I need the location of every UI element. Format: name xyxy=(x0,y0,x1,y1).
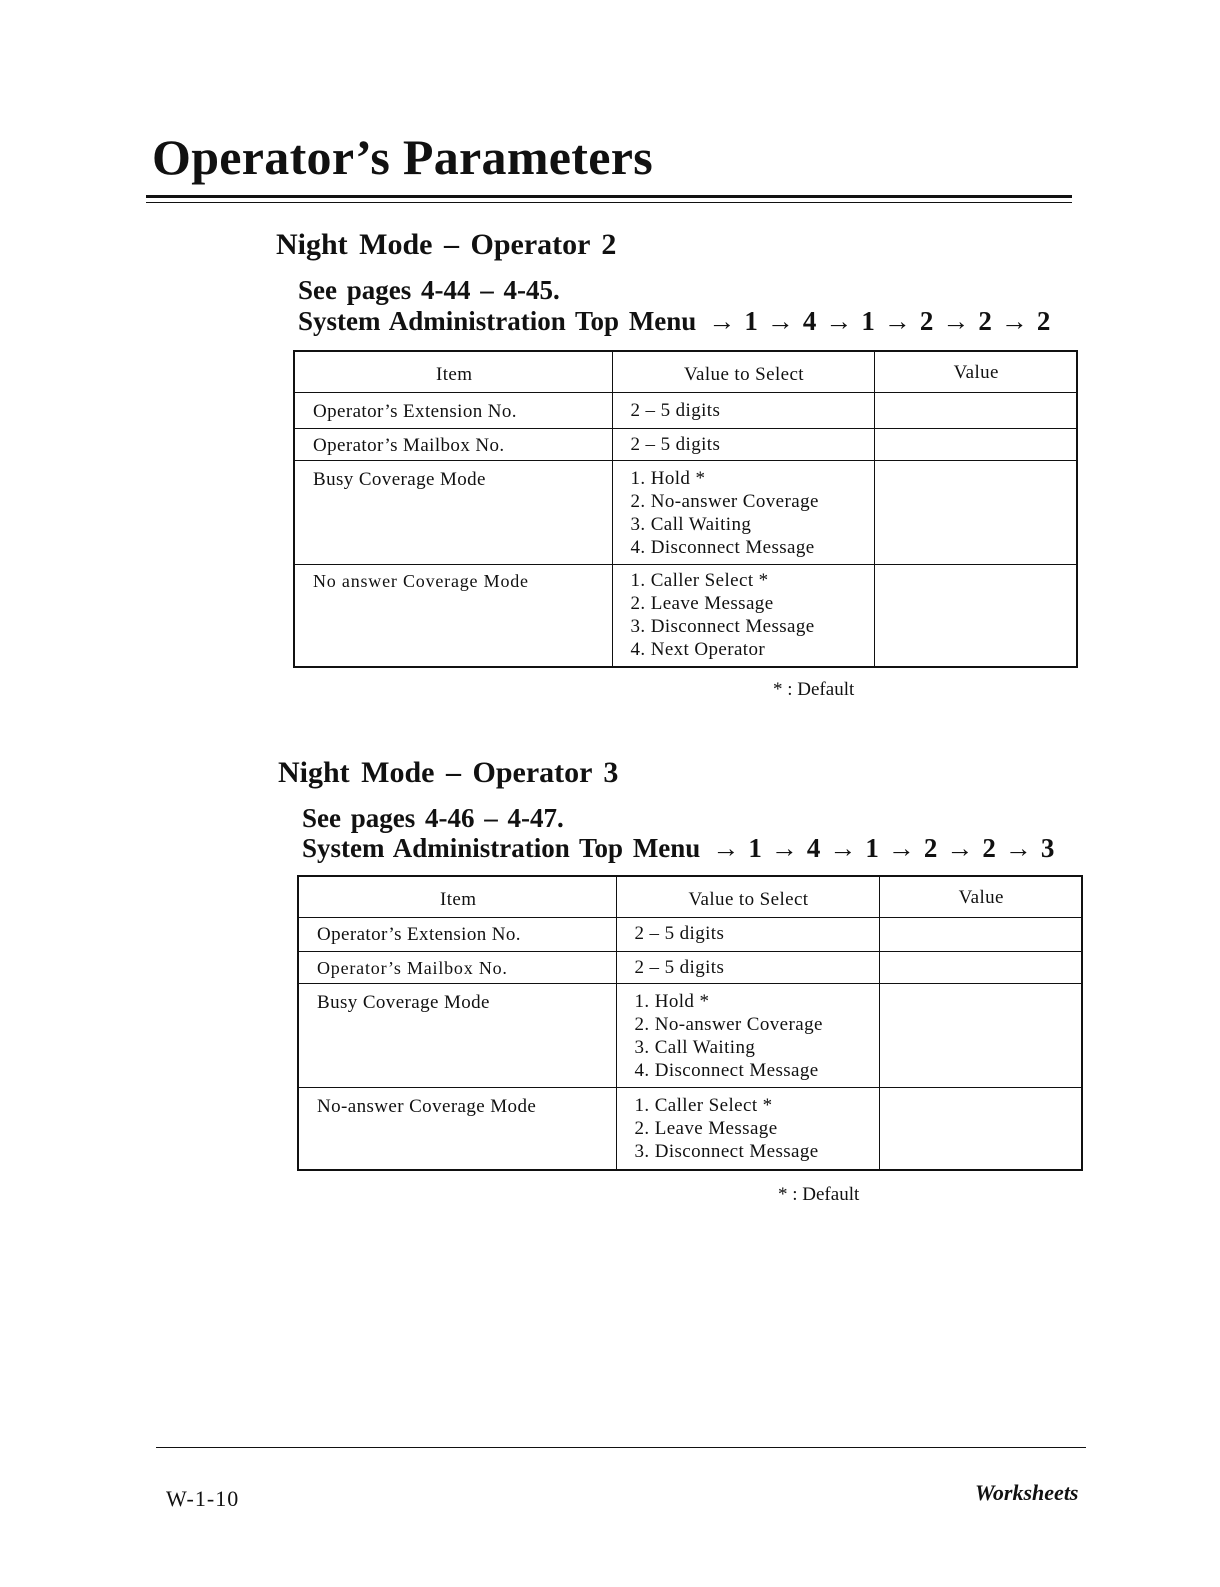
menu-path-step: 2 xyxy=(982,833,996,863)
value-cell[interactable] xyxy=(874,429,1077,461)
options-cell xyxy=(612,565,874,667)
option: 2. Leave Message xyxy=(630,593,774,614)
option: 2 – 5 digits xyxy=(630,400,721,421)
title-rule-thin xyxy=(146,202,1072,203)
option: 4. Disconnect Message xyxy=(630,537,815,558)
table-row xyxy=(294,565,1077,667)
option: 4. Disconnect Message xyxy=(634,1060,819,1081)
option: 2. No-answer Coverage xyxy=(634,1014,823,1035)
menu-path-step: 3 xyxy=(1040,833,1055,863)
table-row xyxy=(294,461,1077,565)
menu-path-step: 4 xyxy=(802,306,817,336)
item-cell: No-answer Coverage Mode xyxy=(298,1088,616,1170)
value-cell[interactable] xyxy=(874,461,1077,565)
options-cell xyxy=(616,918,879,952)
menu-path: System Administration Top Menu → 1 → 4 → 1 → 2 → 2 → 3 xyxy=(302,833,1055,863)
menu-path-step: 2 xyxy=(978,306,992,336)
option: 1. Caller Select * xyxy=(634,1095,773,1116)
default-note: * : Default xyxy=(773,679,855,700)
option: 3. Call Waiting xyxy=(630,514,752,535)
item-cell: Operator’s Extension No. xyxy=(294,393,612,429)
option: 2. Leave Message xyxy=(634,1118,778,1139)
table-row xyxy=(298,984,1082,1088)
column-header: Value xyxy=(879,876,1082,918)
section-name: Worksheets xyxy=(975,1480,1079,1505)
table-header-row xyxy=(298,876,1082,918)
item-cell: No answer Coverage Mode xyxy=(294,565,612,667)
value-cell[interactable] xyxy=(879,984,1082,1088)
menu-path-step: 1 xyxy=(861,306,875,336)
option: 3. Disconnect Message xyxy=(634,1141,819,1162)
options-cell xyxy=(612,393,874,429)
options-cell xyxy=(612,429,874,461)
worksheet-table xyxy=(293,350,1078,668)
table-row xyxy=(298,1088,1082,1170)
option: 1. Hold * xyxy=(634,991,710,1012)
options-cell xyxy=(616,952,879,984)
default-note: * : Default xyxy=(778,1184,860,1205)
see-pages: See pages 4-46 – 4-47. xyxy=(302,803,564,833)
menu-path-label: System Administration Top Menu xyxy=(302,833,701,863)
item-cell: Busy Coverage Mode xyxy=(298,984,616,1088)
column-header: Value to Select xyxy=(612,351,874,393)
table-header-row xyxy=(294,351,1077,393)
value-cell[interactable] xyxy=(874,393,1077,429)
option: 2 – 5 digits xyxy=(634,957,725,978)
title-rule xyxy=(146,195,1072,198)
value-cell[interactable] xyxy=(874,565,1077,667)
section-heading: Night Mode – Operator 3 xyxy=(278,756,619,789)
menu-path-step: 1 xyxy=(865,833,879,863)
menu-path-step: 1 xyxy=(748,833,762,863)
table-row xyxy=(294,393,1077,429)
option: 2. No-answer Coverage xyxy=(630,491,819,512)
item-cell: Operator’s Mailbox No. xyxy=(294,429,612,461)
worksheet-table xyxy=(297,875,1083,1171)
column-header: Item xyxy=(298,876,616,918)
options-cell xyxy=(616,984,879,1088)
menu-path: System Administration Top Menu → 1 → 4 → 1 → 2 → 2 → 2 xyxy=(298,306,1051,336)
option: 2 – 5 digits xyxy=(634,923,725,944)
page-title: Operator’s Parameters xyxy=(152,129,653,185)
see-pages: See pages 4-44 – 4-45. xyxy=(298,275,560,305)
option: 4. Next Operator xyxy=(630,639,766,660)
value-cell[interactable] xyxy=(879,918,1082,952)
menu-path-step: 4 xyxy=(806,833,821,863)
table-row xyxy=(294,429,1077,461)
table-row xyxy=(298,952,1082,984)
page-number: W-1-10 xyxy=(166,1486,240,1511)
column-header: Value xyxy=(874,351,1077,393)
column-header: Item xyxy=(294,351,612,393)
footer-rule xyxy=(156,1447,1086,1448)
value-cell[interactable] xyxy=(879,952,1082,984)
section-heading: Night Mode – Operator 2 xyxy=(276,228,617,261)
value-cell[interactable] xyxy=(879,1088,1082,1170)
options-cell xyxy=(612,461,874,565)
item-cell: Busy Coverage Mode xyxy=(294,461,612,565)
option: 3. Disconnect Message xyxy=(630,616,815,637)
option: 1. Caller Select * xyxy=(630,570,769,591)
menu-path-step: 2 xyxy=(923,833,938,863)
menu-path-label: System Administration Top Menu xyxy=(298,306,697,336)
item-cell: Operator’s Extension No. xyxy=(298,918,616,952)
options-cell xyxy=(616,1088,879,1170)
menu-path-step: 2 xyxy=(1036,306,1051,336)
option: 3. Call Waiting xyxy=(634,1037,756,1058)
table-row xyxy=(298,918,1082,952)
column-header: Value to Select xyxy=(616,876,879,918)
menu-path-step: 1 xyxy=(744,306,758,336)
option: 1. Hold * xyxy=(630,468,706,489)
menu-path-step: 2 xyxy=(919,306,934,336)
option: 2 – 5 digits xyxy=(630,434,721,455)
item-cell: Operator’s Mailbox No. xyxy=(298,952,616,984)
